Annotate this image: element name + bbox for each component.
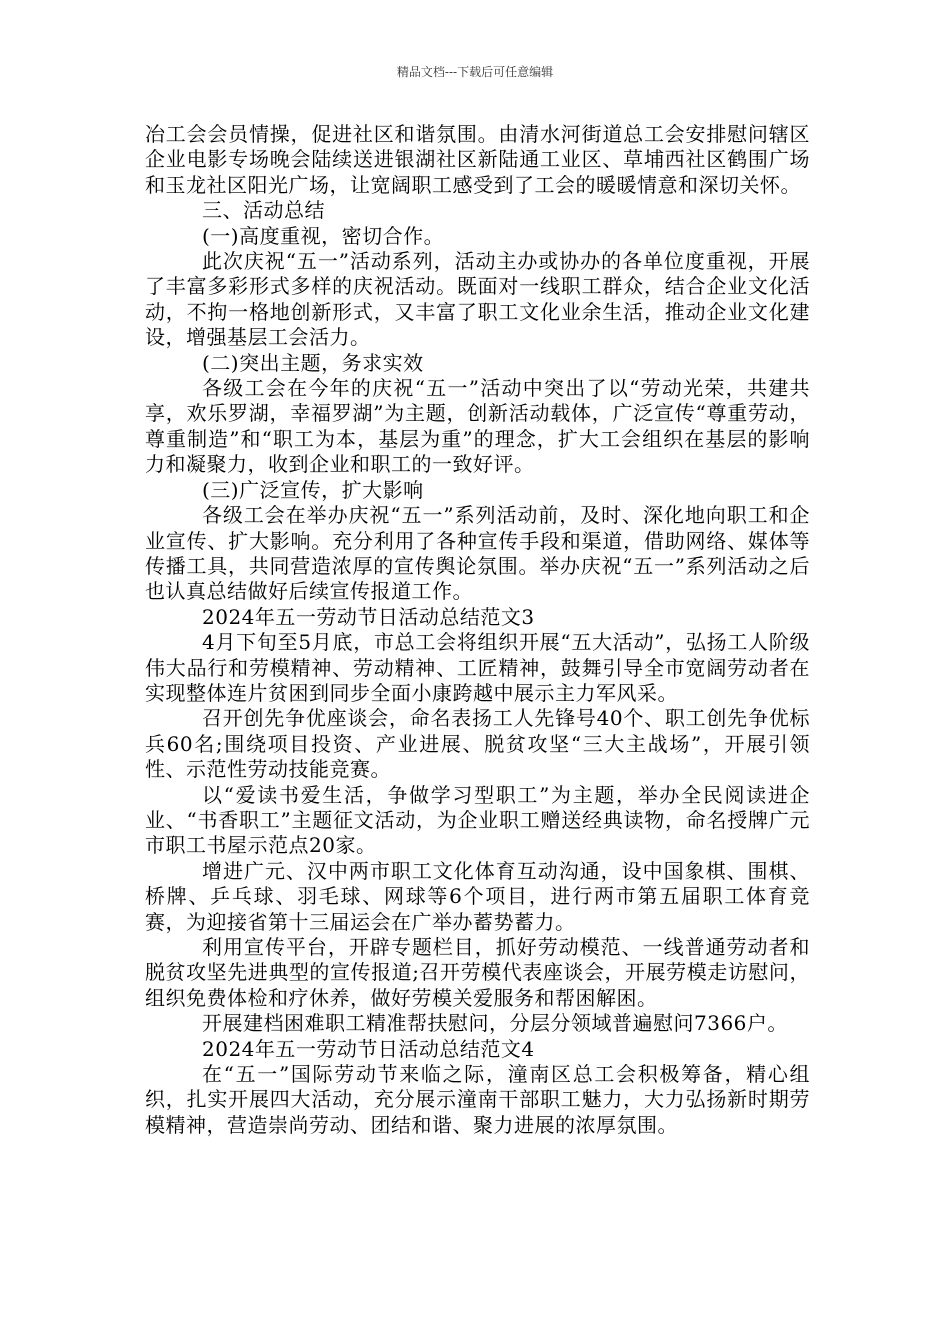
paragraph: 增进广元、汉中两市职工文化体育互动沟通，设中国象棋、围棋、桥牌、乒乓球、羽毛球、网球等6个项目，进行两市第五届职工体育竞赛，为迎接省第十三届运会在广举办蓄势蓄力。 <box>145 858 810 934</box>
paragraph: 开展建档困难职工精准帮扶慰问，分层分领域普遍慰问7366户。 <box>202 1011 788 1036</box>
document-body <box>145 122 810 1138</box>
subheading-3: (三)广泛宣传，扩大影响 <box>202 477 424 502</box>
subheading-2: (二)突出主题，务求实效 <box>202 350 424 375</box>
paragraph: 各级工会在今年的庆祝“五一”活动中突出了以“劳动光荣，共建共享，欢乐罗湖，幸福罗湖”为主题，创新活动载体，广泛宣传“尊重劳动，尊重制造”和“职工为本，基层为重”的理念，扩大工会组织在基层的影响力和凝聚力，收到企业和职工的一致好评。 <box>145 376 810 477</box>
paragraph: 利用宣传平台，开辟专题栏目，抓好劳动模范、一线普通劳动者和脱贫攻坚先进典型的宣传报道;召开劳模代表座谈会，开展劳模走访慰问，组织免费体检和疗休养，做好劳模关爱服务和帮困解困。 <box>145 935 810 1010</box>
page-header: 精品文档---下载后可任意编辑 <box>396 65 554 79</box>
subheading-1: (一)高度重视，密切合作。 <box>202 223 445 248</box>
article-title-3: 2024年五一劳动节日活动总结范文3 <box>202 604 535 629</box>
paragraph: 召开创先争优座谈会，命名表扬工人先锋号40个、职工创先争优标兵60名;围绕项目投资、产业进展、脱贫攻坚“三大主战场”，开展引领性、示范性劳动技能竞赛。 <box>145 706 810 782</box>
paragraph: 4月下旬至5月底，市总工会将组织开展“五大活动”，弘扬工人阶级伟大品行和劳模精神、劳动精神、工匠精神，鼓舞引导全市宽阔劳动者在实现整体连片贫困到同步全面小康跨越中展示主力军风采。 <box>145 630 810 705</box>
article-title-4: 2024年五一劳动节日活动总结范文4 <box>202 1036 535 1061</box>
paragraph: 此次庆祝“五一”活动系列，活动主办或协办的各单位度重视，开展了丰富多彩形式多样的庆祝活动。既面对一线职工群众，结合企业文化活动，不拘一格地创新形式，又丰富了职工文化业余生活，推动企业文化建设，增强基层工会活力。 <box>145 249 810 350</box>
paragraph: 各级工会在举办庆祝“五一”系列活动前，及时、深化地向职工和企业宣传、扩大影响。充分利用了各种宣传手段和渠道，借助网络、媒体等传播工具，共同营造浓厚的宣传舆论氛围。举办庆祝“五一”系列活动之后也认真总结做好后续宣传报道工作。 <box>145 503 810 604</box>
paragraph: 以“爱读书爱生活，争做学习型职工”为主题，举办全民阅读进企业、“书香职工”主题征文活动，为企业职工赠送经典读物，命名授牌广元市职工书屋示范点20家。 <box>145 782 810 858</box>
section-heading-summary: 三、活动总结 <box>202 198 325 223</box>
paragraph: 在“五一”国际劳动节来临之际，潼南区总工会积极筹备，精心组织，扎实开展四大活动，充分展示潼南干部职工魅力，大力弘扬新时期劳模精神，营造崇尚劳动、团结和谐、聚力进展的浓厚氛围。 <box>145 1062 810 1137</box>
paragraph-continued: 冶工会会员情操，促进社区和谐氛围。由清水河街道总工会安排慰问辖区企业电影专场晚会陆续送进银湖社区新陆通工业区、草埔西社区鹤围广场和玉龙社区阳光广场，让宽阔职工感受到了工会的暖暖情意和深切关怀。 <box>145 122 810 197</box>
